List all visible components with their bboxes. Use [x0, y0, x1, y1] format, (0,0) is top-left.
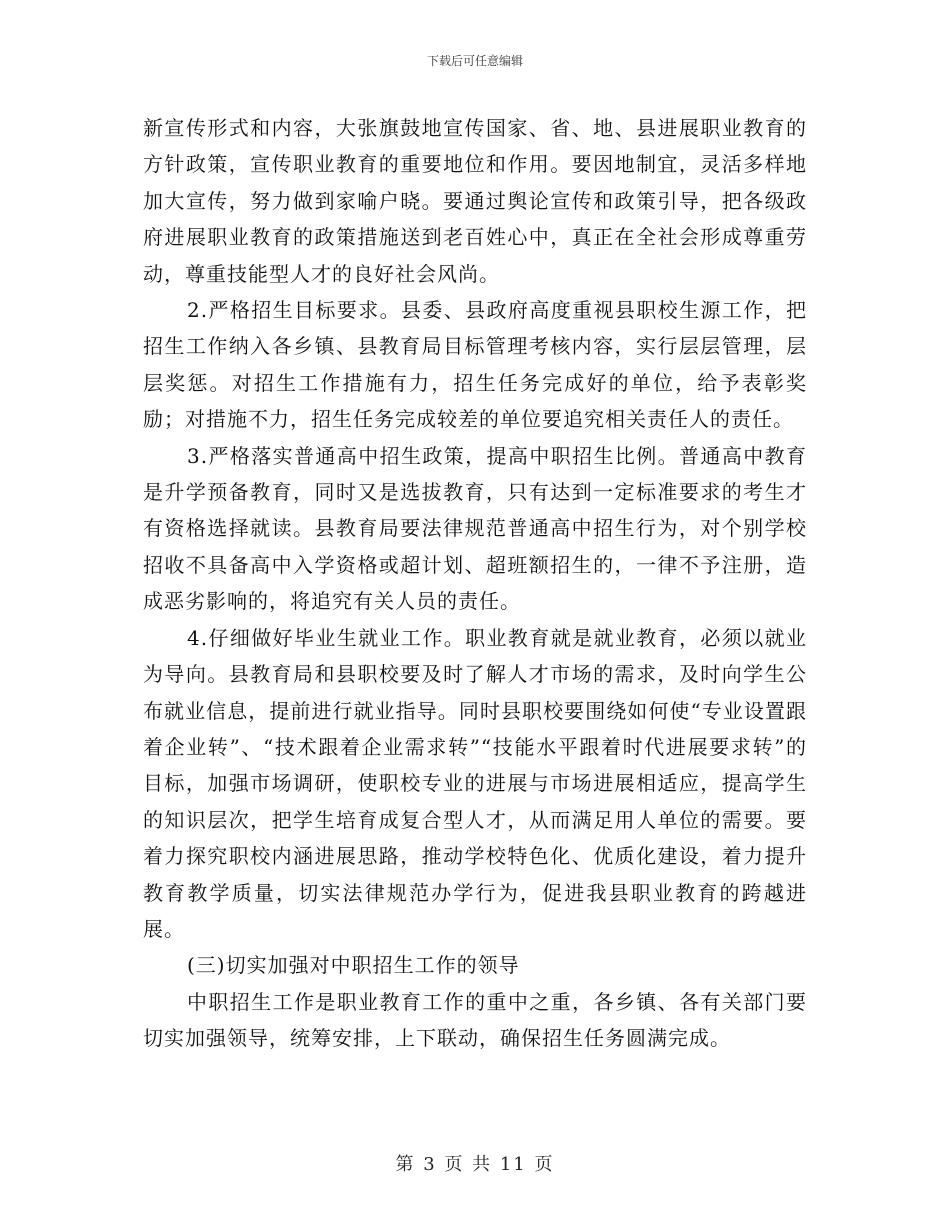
paragraph-closing: 中职招生工作是职业教育工作的重中之重，各乡镇、各有关部门要切实加强领导，统筹安排，上下联动，确保招生任务圆满完成。: [143, 989, 807, 1051]
page-header-note: 下载后可任意编辑: [426, 54, 523, 68]
page-number-footer: 第 3 页 共 11 页: [395, 1154, 555, 1175]
paragraph-continuation: 新宣传形式和内容，大张旗鼓地宣传国家、省、地、县进展职业教育的方针政策，宣传职业教育的重要地位和作用。要因地制宜，灵活多样地加大宣传，努力做到家喻户晓。要通过舆论宣传和政策引导，把各级政府进展职业教育的政策措施送到老百姓心中，真正在全社会形成尊重劳动，尊重技能型人才的良好社会风尚。: [143, 116, 807, 286]
section-heading: (三)切实加强对中职招生工作的领导: [187, 953, 520, 978]
paragraph-item-4: 4.仔细做好毕业生就业工作。职业教育就是就业教育，必须以就业为导向。县教育局和县职校要及时了解人才市场的需求，及时向学生公布就业信息，提前进行就业指导。同时县职校要围绕如何使“专业设置跟着企业转”、“技术跟着企业需求转”“技能水平跟着时代进展要求转”的目标，加强市场调研，使职校专业的进展与市场进展相适应，提高学生的知识层次，把学生培育成复合型人才，从而满足用人单位的需要。要着力探究职校内涵进展思路，推动学校特色化、优质化建设，着力提升教育教学质量，切实法律规范办学行为，促进我县职业教育的跨越进展。: [143, 625, 807, 941]
document-body: [143, 110, 807, 1057]
paragraph-item-3: 3.严格落实普通高中招生政策，提高中职招生比例。普通高中教育是升学预备教育，同时又是选拔教育，只有达到一定标准要求的考生才有资格选择就读。县教育局要法律规范普通高中招生行为，对个别学校招收不具备高中入学资格或超计划、超班额招生的，一律不予注册，造成恶劣影响的，将追究有关人员的责任。: [143, 443, 807, 614]
paragraph-item-2: 2.严格招生目标要求。县委、县政府高度重视县职校生源工作，把招生工作纳入各乡镇、县教育局目标管理考核内容，实行层层管理，层层奖惩。对招生工作措施有力，招生任务完成好的单位，给予表彰奖励；对措施不力，招生任务完成较差的单位要追究相关责任人的责任。: [143, 298, 807, 432]
